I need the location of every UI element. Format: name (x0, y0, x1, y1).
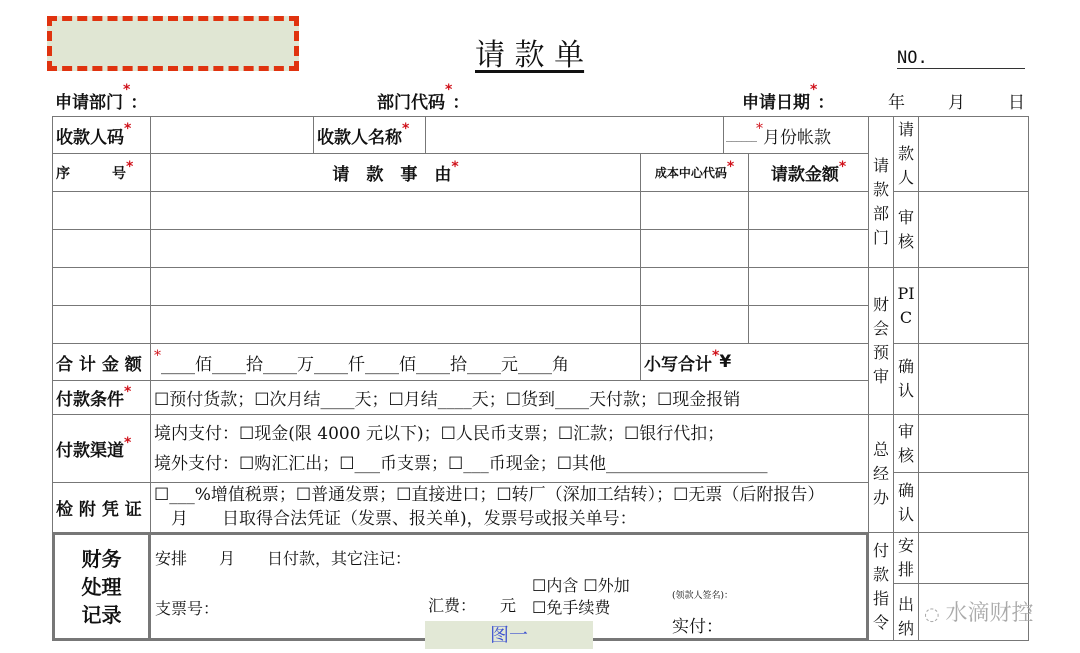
side-applicant-sign[interactable] (918, 116, 1029, 192)
dept-code-label: 部门代码*： (377, 82, 470, 113)
number-label (897, 48, 1025, 69)
highlight-box (47, 16, 299, 71)
side-cashier-label: 出纳 (893, 583, 919, 641)
paid-label: 实付： (672, 617, 723, 637)
table-row-4-cost[interactable] (640, 305, 749, 344)
fee-label: 汇费： 元 (428, 596, 517, 615)
side-pay-arrange-sign[interactable] (918, 532, 1029, 584)
year-label: 年 (888, 93, 905, 113)
side-dept-group: 请款部门 (868, 116, 894, 268)
side-gm-group: 总经办 (868, 414, 894, 533)
no-text: NO. (897, 48, 928, 68)
side-confirm-label: 确认 (893, 343, 919, 415)
payee-name-field[interactable] (425, 116, 724, 154)
vouchers-options[interactable]: ☐___%增值税票；☐普通发票；☐直接进口；☐转厂（深加工结转）；☐无票（后附报告） 月 日取得合法凭证（发票、报关单)，发票号或报关单号： (150, 482, 869, 533)
month-account-field[interactable]: ______ * 月份帐款 (723, 116, 869, 154)
table-row-3-amount[interactable] (748, 267, 869, 306)
vouchers-label: 检 附 凭 证 (52, 482, 151, 533)
fee-free-option[interactable]: ☐免手续费 (532, 598, 611, 617)
month-label: 月 (948, 93, 965, 113)
cost-center-header: 成本中心代码 * (640, 153, 749, 192)
seq-header: 序 号 * (52, 153, 151, 192)
side-review-label: 审核 (893, 191, 919, 268)
cheque-label: 支票号： (155, 599, 220, 618)
table-row-4-seq[interactable] (52, 305, 151, 344)
table-row-2-seq[interactable] (52, 229, 151, 268)
page-title: 请 款 单 (475, 38, 585, 73)
finance-label: 财务 处理 记录 (52, 532, 151, 641)
table-row-1-amount[interactable] (748, 191, 869, 230)
channel-options[interactable]: 境内支付：☐现金(限 4000 元以下)；☐人民币支票；☐汇款；☐银行代扣； 境外支付：☐购汇汇出；☐___币支票；☐___币现金；☐其他___________________ (150, 414, 869, 483)
side-gm-review-sign[interactable] (918, 414, 1029, 473)
table-row-3-cost[interactable] (640, 267, 749, 306)
side-gm-review-label: 审核 (893, 414, 919, 473)
side-confirm-sign[interactable] (918, 343, 1029, 415)
payee-code-label: 收款人码 * (52, 116, 151, 154)
figure-caption: 图一 (425, 621, 593, 649)
arrange-text: 安排 月 日付款，其它注记： (155, 549, 412, 568)
terms-label: 付款条件 * (52, 380, 151, 415)
signer-label: (领款人签名)： (672, 591, 734, 601)
wechat-icon: ◌ (924, 604, 946, 625)
payee-name-label: 收款人名称 * (313, 116, 426, 154)
payee-code-field[interactable] (150, 116, 314, 154)
side-gm-confirm-sign[interactable] (918, 472, 1029, 533)
total-words-field[interactable]: * ____佰____拾____万____仟____佰____拾____元____角 (150, 343, 641, 381)
terms-options[interactable]: ☐预付货款；☐次月结____天；☐月结____天；☐货到____天付款；☐现金报销 (150, 380, 869, 415)
side-pic-sign[interactable] (918, 267, 1029, 344)
table-row-2-amount[interactable] (748, 229, 869, 268)
table-row-2-reason[interactable] (150, 229, 641, 268)
table-row-3-seq[interactable] (52, 267, 151, 306)
table-row-3-reason[interactable] (150, 267, 641, 306)
table-row-1-reason[interactable] (150, 191, 641, 230)
total-label: 合 计 金 额 (52, 343, 151, 381)
date-label: 申请日期*： (742, 82, 835, 113)
table-row-4-amount[interactable] (748, 305, 869, 344)
side-pic-label: PIC (893, 267, 919, 344)
total-small-field[interactable]: 小写合计 * ¥ (640, 343, 869, 381)
side-finance-group: 财会预审 (868, 267, 894, 415)
watermark: ◌ 水滴财控 (924, 601, 1034, 626)
side-gm-confirm-label: 确认 (893, 472, 919, 533)
table-row-1-cost[interactable] (640, 191, 749, 230)
table-row-2-cost[interactable] (640, 229, 749, 268)
side-review-sign[interactable] (918, 191, 1029, 268)
day-label: 日 (1008, 93, 1025, 113)
reason-header: 请 款 事 由 * (150, 153, 641, 192)
side-pay-arrange-label: 安排 (893, 532, 919, 584)
side-pay-group: 付款指令 (868, 532, 894, 641)
table-row-4-reason[interactable] (150, 305, 641, 344)
table-row-1-seq[interactable] (52, 191, 151, 230)
channel-label: 付款渠道 * (52, 414, 151, 483)
dept-label: 申请部门*： (55, 82, 148, 113)
side-applicant-label: 请款人 (893, 116, 919, 192)
amount-header: 请款金额 * (748, 153, 869, 192)
fee-incl-options[interactable]: ☐内含 ☐外加 (532, 576, 630, 595)
